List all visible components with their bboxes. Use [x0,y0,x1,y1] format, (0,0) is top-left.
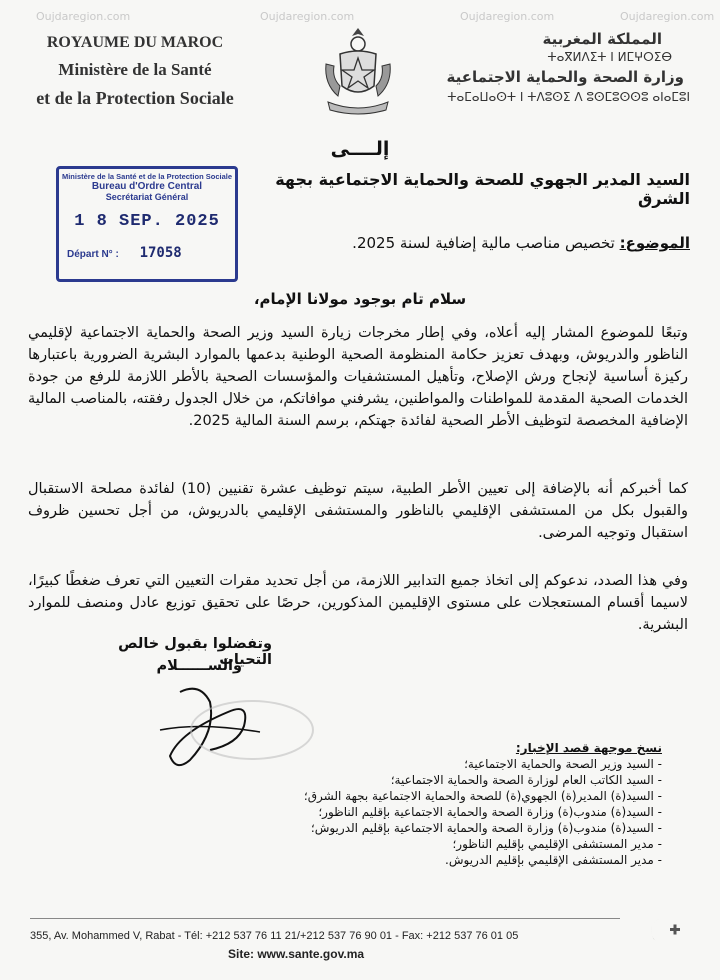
header-fr-ministry-2: et de la Protection Sociale [36,88,234,108]
copy-recipient: - السيد(ة) المدير(ة) الجهوي(ة) للصحة والحماية الاجتماعية بجهة الشرق؛ [303,789,662,803]
header-ar-kingdom: المملكة المغربية [542,30,662,48]
stamp-secretariat: Secrétariat Général [105,192,189,202]
stamp-ministry: Ministère de la Santé et de la Protection Sociale [61,172,233,181]
copy-recipient: - السيد الكاتب العام لوزارة الصحة والحماية الاجتماعية؛ [390,773,662,787]
copy-recipient: - السيد(ة) مندوب(ة) وزارة الصحة والحماية الاجتماعية بإقليم الناظور؛ [318,805,662,819]
stamp-bureau: Bureau d'Ordre Central [91,181,203,192]
header-fr-kingdom: ROYAUME DU MAROC [46,34,224,51]
greeting: سلام تام بوجود مولانا الإمام، [253,290,467,308]
copy-recipient: - مدير المستشفى الإقليمي بإقليم الدريوش. [445,853,662,867]
watermark: Oujdaregion.com [260,10,355,23]
closing-salam: والســــــلام [156,658,242,674]
bureau-ordre-stamp [56,166,238,282]
copy-recipient: - السيد وزير الصحة والحماية الاجتماعية؛ [464,757,662,771]
stamp-date: 1 8 SEP. 2025 [74,212,220,231]
subject-text: تخصيص مناصب مالية إضافية لسنة 2025. [352,234,615,252]
paragraph-3: وفي هذا الصدد، ندعوكم إلى اتخاذ جميع التدابير اللازمة، من أجل تحديد مقرات التعيين التي تعرف ضغطًا كبيرًا، لاسيما أقسام المستعجلات على مستوى الإقليمين المذكورين، حرصًا على تحقيق توزيع عادل ومنصف للموارد البشرية. [28,573,688,633]
header-fr-ministry: Ministère de la Santé [58,60,212,79]
closing-regards: وتفضلوا بقبول خالص التحيات [118,636,272,668]
paragraph-2: كما أخبركم أنه بالإضافة إلى تعيين الأطر الطبية، سيتم توظيف عشرة تقنيين (10) لفائدة مصلحة الاستقبال والقبول بكل من المستشفى الإقليمي بالناظور والمستشفى الإقليمي بالدريوش، من أجل تحسين ظروف استقبال وتوجيه المرضى. [28,481,688,541]
copy-recipient: - مدير المستشفى الإقليمي بإقليم الناظور؛ [452,837,662,851]
header-tifinagh-ministry: ⵜⴰⵎⴰⵡⴰⵙⵜ ⵏ ⵜⴷⵓⵙⵉ ⴷ ⵓⵙⵎⵓⵙⵙⵓ ⴰⵏⴰⵎⵓⵏ [447,90,690,104]
paragraph-1: وتبعًا للموضوع المشار إليه أعلاه، وفي إطار مخرجات زيارة السيد وزير الصحة والحماية الاجتماعية لإقليمي الناظور والدريوش، وبهدف تعزيز حكامة المنظومة الصحية الوطنية بدعمها بالموارد البشرية الضرورية باعتبارها ركيزة أساسية لإنجاح ورش الإصلاح، وتأهيل المستشفيات والمؤسسات الصحية بالأطر اللازمة للرفع من جودة الخدمات الصحية المقدمة للمواطنات والمواطنين، يشرفني موافاتكم، من خلال الجدول رفقته، بالمناصب المالية الإضافية المخصصة لتوظيف الأطر الصحية لفائدة جهتكم، برسم السنة المالية 2025. [28,325,688,429]
coat-of-arms-icon [318,24,398,116]
header-tifinagh-kingdom: ⵜⴰⴳⵍⴷⵉⵜ ⵏ ⵍⵎⵖⵔⵉⴱ [547,50,672,64]
header-ar-ministry: وزارة الصحة والحماية الاجتماعية [446,68,684,86]
stamp-depart-label: Départ N° : [67,249,119,260]
footer-divider [30,918,620,919]
stamp-depart-number: 17058 [139,245,182,261]
ministry-logo-icon [640,914,684,948]
to-label: إلــــى [330,138,390,160]
footer-website: Site: www.sante.gov.ma [228,947,365,961]
watermark: Oujdaregion.com [620,10,715,23]
copies-list [242,740,662,868]
copy-recipient: - السيد(ة) مندوب(ة) وزارة الصحة والحماية الاجتماعية بإقليم الدريوش؛ [310,821,662,835]
recipient: السيد المدير الجهوي للصحة والحماية الاجتماعية بجهة الشرق [275,170,690,208]
watermark: Oujdaregion.com [36,10,131,23]
copies-title: نسخ موجهة قصد الإخبار: [515,741,662,755]
footer-address: 355, Av. Mohammed V, Rabat - Tél: +212 537 76 11 21/+212 537 76 90 01 - Fax: +212 537 76 01 05 [30,930,519,942]
subject-label: الموضوع: [619,234,690,252]
watermark: Oujdaregion.com [460,10,555,23]
